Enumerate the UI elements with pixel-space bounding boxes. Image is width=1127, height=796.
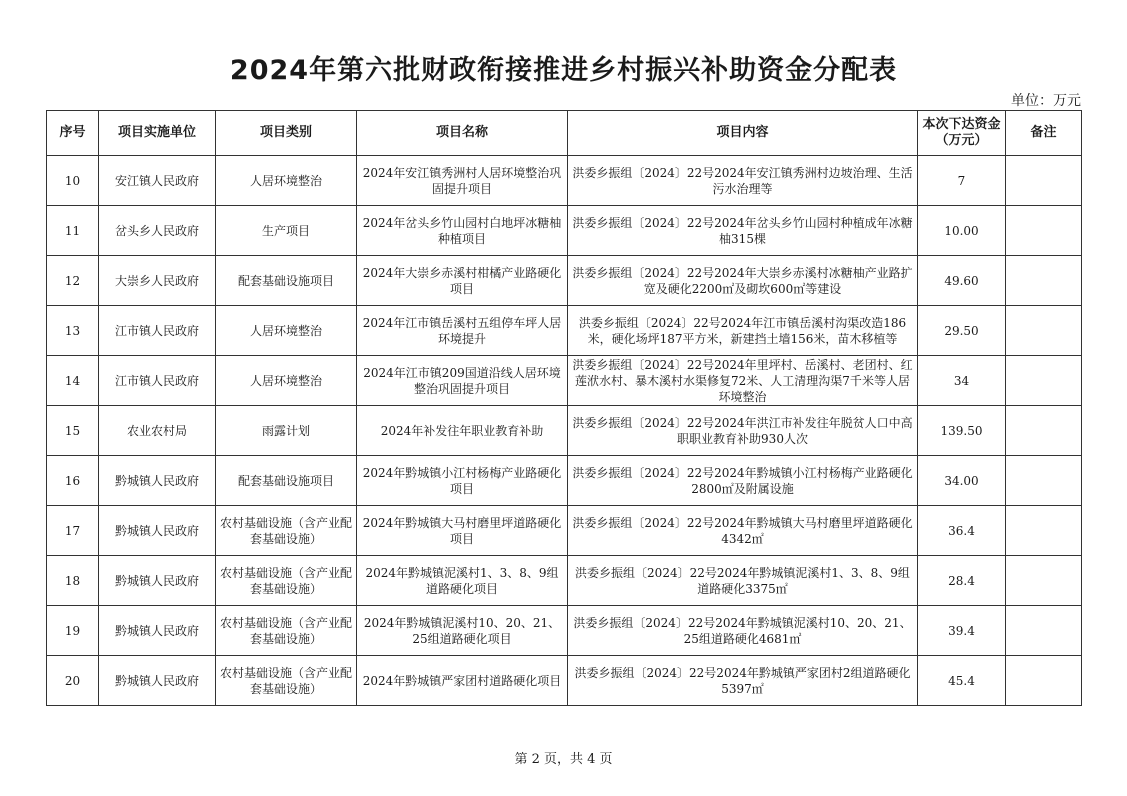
cell-content: 洪委乡振组〔2024〕22号2024年江市镇岳溪村沟渠改造186米，硬化场坪187平方米，新建挡土墙156米，苗木移植等 <box>568 306 918 356</box>
cell-unit: 江市镇人民政府 <box>99 356 216 406</box>
cell-content: 洪委乡振组〔2024〕22号2024年大崇乡赤溪村冰糖柚产业路扩宽及硬化2200㎡及砌坎600㎡等建设 <box>568 256 918 306</box>
cell-name: 2024年黔城镇泥溪村10、20、21、25组道路硬化项目 <box>357 606 568 656</box>
header-amount: 本次下达资金（万元） <box>918 111 1006 156</box>
cell-no: 14 <box>47 356 99 406</box>
cell-category: 农村基础设施（含产业配套基础设施） <box>216 506 357 556</box>
cell-no: 15 <box>47 406 99 456</box>
table-row <box>47 506 1082 556</box>
cell-name: 2024年江市镇209国道沿线人居环境整治巩固提升项目 <box>357 356 568 406</box>
header-category: 项目类别 <box>216 111 357 156</box>
cell-note <box>1006 356 1082 406</box>
cell-category: 农村基础设施（含产业配套基础设施） <box>216 656 357 706</box>
cell-amount: 7 <box>918 156 1006 206</box>
page-footer: 第 2 页，共 4 页 <box>514 752 613 767</box>
cell-category: 农村基础设施（含产业配套基础设施） <box>216 556 357 606</box>
cell-content: 洪委乡振组〔2024〕22号2024年黔城镇严家团村2组道路硬化5397㎡ <box>568 656 918 706</box>
cell-category: 人居环境整治 <box>216 156 357 206</box>
cell-no: 17 <box>47 506 99 556</box>
cell-amount: 34.00 <box>918 456 1006 506</box>
cell-note <box>1006 406 1082 456</box>
cell-name: 2024年补发往年职业教育补助 <box>357 406 568 456</box>
cell-amount: 139.50 <box>918 406 1006 456</box>
cell-content: 洪委乡振组〔2024〕22号2024年黔城镇泥溪村10、20、21、25组道路硬化4681㎡ <box>568 606 918 656</box>
cell-name: 2024年黔城镇严家团村道路硬化项目 <box>357 656 568 706</box>
cell-amount: 39.4 <box>918 606 1006 656</box>
cell-unit: 安江镇人民政府 <box>99 156 216 206</box>
cell-content: 洪委乡振组〔2024〕22号2024年岔头乡竹山园村种植成年冰糖柚315棵 <box>568 206 918 256</box>
cell-amount: 10.00 <box>918 206 1006 256</box>
table-row <box>47 156 1082 206</box>
cell-note <box>1006 556 1082 606</box>
table-row <box>47 456 1082 506</box>
unit-label: 单位：万元 <box>1011 93 1081 109</box>
cell-no: 18 <box>47 556 99 606</box>
table-row <box>47 406 1082 456</box>
cell-amount: 28.4 <box>918 556 1006 606</box>
table-row <box>47 256 1082 306</box>
cell-unit: 黔城镇人民政府 <box>99 456 216 506</box>
cell-note <box>1006 456 1082 506</box>
cell-category: 配套基础设施项目 <box>216 256 357 306</box>
cell-name: 2024年江市镇岳溪村五组停车坪人居环境提升 <box>357 306 568 356</box>
cell-amount: 36.4 <box>918 506 1006 556</box>
cell-content: 洪委乡振组〔2024〕22号2024年安江镇秀洲村边坡治理、生活污水治理等 <box>568 156 918 206</box>
cell-unit: 黔城镇人民政府 <box>99 656 216 706</box>
header-no: 序号 <box>47 111 99 156</box>
cell-content: 洪委乡振组〔2024〕22号2024年黔城镇大马村磨里坪道路硬化4342㎡ <box>568 506 918 556</box>
cell-content: 洪委乡振组〔2024〕22号2024年里坪村、岳溪村、老团村、红莲洑水村、暴木溪村水渠修复72米、人工清理沟渠7千米等人居环境整治 <box>568 356 918 406</box>
table-row <box>47 656 1082 706</box>
cell-category: 人居环境整治 <box>216 356 357 406</box>
cell-note <box>1006 656 1082 706</box>
cell-amount: 45.4 <box>918 656 1006 706</box>
cell-category: 农村基础设施（含产业配套基础设施） <box>216 606 357 656</box>
cell-name: 2024年大崇乡赤溪村柑橘产业路硬化项目 <box>357 256 568 306</box>
cell-content: 洪委乡振组〔2024〕22号2024年黔城镇小江村杨梅产业路硬化2800㎡及附属设施 <box>568 456 918 506</box>
cell-category: 人居环境整治 <box>216 306 357 356</box>
table-header-row <box>47 111 1082 156</box>
cell-no: 16 <box>47 456 99 506</box>
cell-note <box>1006 306 1082 356</box>
cell-no: 13 <box>47 306 99 356</box>
cell-note <box>1006 506 1082 556</box>
cell-amount: 49.60 <box>918 256 1006 306</box>
cell-content: 洪委乡振组〔2024〕22号2024年黔城镇泥溪村1、3、8、9组道路硬化3375㎡ <box>568 556 918 606</box>
cell-note <box>1006 206 1082 256</box>
cell-name: 2024年黔城镇泥溪村1、3、8、9组道路硬化项目 <box>357 556 568 606</box>
cell-unit: 黔城镇人民政府 <box>99 606 216 656</box>
cell-unit: 农业农村局 <box>99 406 216 456</box>
table-row <box>47 606 1082 656</box>
table-body <box>47 156 1082 706</box>
header-name: 项目名称 <box>357 111 568 156</box>
cell-no: 11 <box>47 206 99 256</box>
table-row <box>47 556 1082 606</box>
cell-name: 2024年岔头乡竹山园村白地坪冰糖柚种植项目 <box>357 206 568 256</box>
cell-note <box>1006 156 1082 206</box>
cell-no: 10 <box>47 156 99 206</box>
allocation-table <box>46 110 1082 706</box>
page-title: 2024年第六批财政衔接推进乡村振兴补助资金分配表 <box>229 55 898 86</box>
cell-amount: 29.50 <box>918 306 1006 356</box>
cell-category: 雨露计划 <box>216 406 357 456</box>
header-content: 项目内容 <box>568 111 918 156</box>
cell-unit: 江市镇人民政府 <box>99 306 216 356</box>
cell-note <box>1006 606 1082 656</box>
cell-unit: 大崇乡人民政府 <box>99 256 216 306</box>
table-row <box>47 306 1082 356</box>
cell-amount: 34 <box>918 356 1006 406</box>
table-row <box>47 206 1082 256</box>
cell-unit: 黔城镇人民政府 <box>99 556 216 606</box>
cell-note <box>1006 256 1082 306</box>
cell-no: 20 <box>47 656 99 706</box>
cell-category: 生产项目 <box>216 206 357 256</box>
cell-content: 洪委乡振组〔2024〕22号2024年洪江市补发往年脱贫人口中高职职业教育补助930人次 <box>568 406 918 456</box>
header-note: 备注 <box>1006 111 1082 156</box>
cell-name: 2024年黔城镇大马村磨里坪道路硬化项目 <box>357 506 568 556</box>
cell-name: 2024年安江镇秀洲村人居环境整治巩固提升项目 <box>357 156 568 206</box>
table-row <box>47 356 1082 406</box>
cell-no: 19 <box>47 606 99 656</box>
cell-no: 12 <box>47 256 99 306</box>
cell-unit: 黔城镇人民政府 <box>99 506 216 556</box>
header-unit: 项目实施单位 <box>99 111 216 156</box>
cell-unit: 岔头乡人民政府 <box>99 206 216 256</box>
cell-category: 配套基础设施项目 <box>216 456 357 506</box>
cell-name: 2024年黔城镇小江村杨梅产业路硬化项目 <box>357 456 568 506</box>
